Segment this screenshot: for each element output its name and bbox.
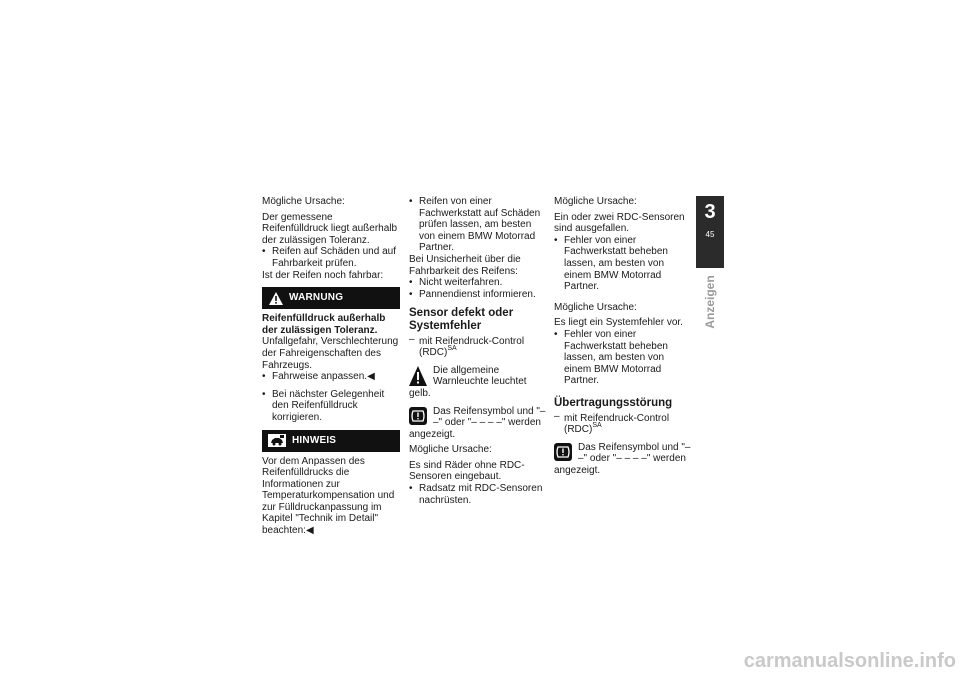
dash-item: – mit Reifendruck-Control (RDC)$^{SA}$ [554, 413, 692, 436]
note-label: HINWEIS [292, 434, 337, 446]
section-heading: Übertragungsstörung [554, 396, 673, 409]
column-3 [554, 196, 692, 480]
note-car-icon [268, 434, 286, 448]
general-warning-light-icon [409, 366, 427, 388]
chapter-tab [696, 196, 724, 268]
warning-light-info: Die allgemeine Warnleuchte leuchtet gelb. [409, 364, 527, 399]
section-label: Anzeigen [703, 275, 717, 329]
tire-symbol-info: Das Reifensymbol und "– –" oder "– – – –" werden angezeigt. [409, 405, 546, 440]
dash-item: – mit Reifendruck-Control (RDC)$^{SA}$ [409, 336, 547, 359]
section-heading: Sensor defekt oder Systemfehler [409, 307, 514, 332]
column-2 [409, 196, 547, 506]
note-text: Vor dem Anpassen des Reifenfülldrucks die Informationen zur Temperaturkompensation und zur Fülldruckanpassung im Kapitel "Technik im Detail" beachten:◀ [262, 455, 395, 537]
warning-text: Unfallgefahr, Verschlechterung der Fahreigenschaften des Fahrzeugs. [262, 336, 399, 371]
warning-banner [262, 287, 400, 309]
list-item: • Pannendienst informieren. [409, 289, 547, 301]
note-banner [262, 430, 400, 452]
end-mark-icon: ◀ [305, 525, 314, 537]
cause-label: Mögliche Ursache: [554, 196, 637, 207]
cause-text: Ein oder zwei RDC-Sensoren sind ausgefallen. [554, 211, 685, 235]
list-item: • Nicht weiterfahren. [409, 277, 547, 289]
cause-text: Der gemessene Reifenfülldruck liegt außerhalb der zulässigen Toleranz. [262, 211, 398, 246]
end-mark-icon: ◀ [367, 371, 375, 383]
list-item: • Bei nächster Gelegenheit den Reifenfülldruck korrigieren. [262, 389, 400, 424]
list-item: • Reifen auf Schäden und auf Fahrbarkeit prüfen. [262, 246, 400, 269]
tire-symbol-icon [554, 443, 572, 465]
column-1 [262, 196, 400, 541]
list-item: • Radsatz mit RDC-Sensoren nachrüsten. [409, 483, 547, 506]
page-number: 45 [705, 230, 715, 239]
tire-symbol-icon [409, 407, 427, 429]
warning-triangle-icon [269, 291, 283, 305]
list-item: • Reifen von einer Fachwerkstatt auf Schäden prüfen lassen, am besten von einem BMW Motorrad Partner. [409, 196, 547, 254]
cause-text: Es liegt ein Systemfehler vor. [554, 317, 683, 329]
cause-text: Es sind Räder ohne RDC-Sensoren eingebaut. [409, 459, 525, 483]
list-item: • Fahrweise anpassen.◀ [262, 371, 400, 383]
cause-label: Mögliche Ursache: [262, 196, 345, 207]
warning-label: WARNUNG [289, 292, 344, 304]
cause-label: Mögliche Ursache: [554, 301, 637, 313]
cause-label: Mögliche Ursache: [409, 444, 492, 456]
tire-symbol-info: Das Reifensymbol und "– –" oder "– – – –" werden angezeigt. [554, 441, 691, 476]
uncertainty-text: Bei Unsicherheit über die Fahrbarkeit des Reifens: [409, 253, 521, 277]
question-text: Ist der Reifen noch fahrbar: [262, 269, 384, 281]
list-item: • Fehler von einer Fachwerkstatt beheben lassen, am besten von einem BMW Motorrad Partner. [554, 329, 692, 387]
watermark: carmanualsonline.info [743, 650, 956, 672]
warning-title: Reifenfülldruck außerhalb der zulässigen Toleranz. [262, 313, 386, 336]
list-item: • Fehler von einer Fachwerkstatt beheben lassen, am besten von einem BMW Motorrad Partner. [554, 235, 692, 293]
chapter-number: 3 [704, 201, 716, 223]
